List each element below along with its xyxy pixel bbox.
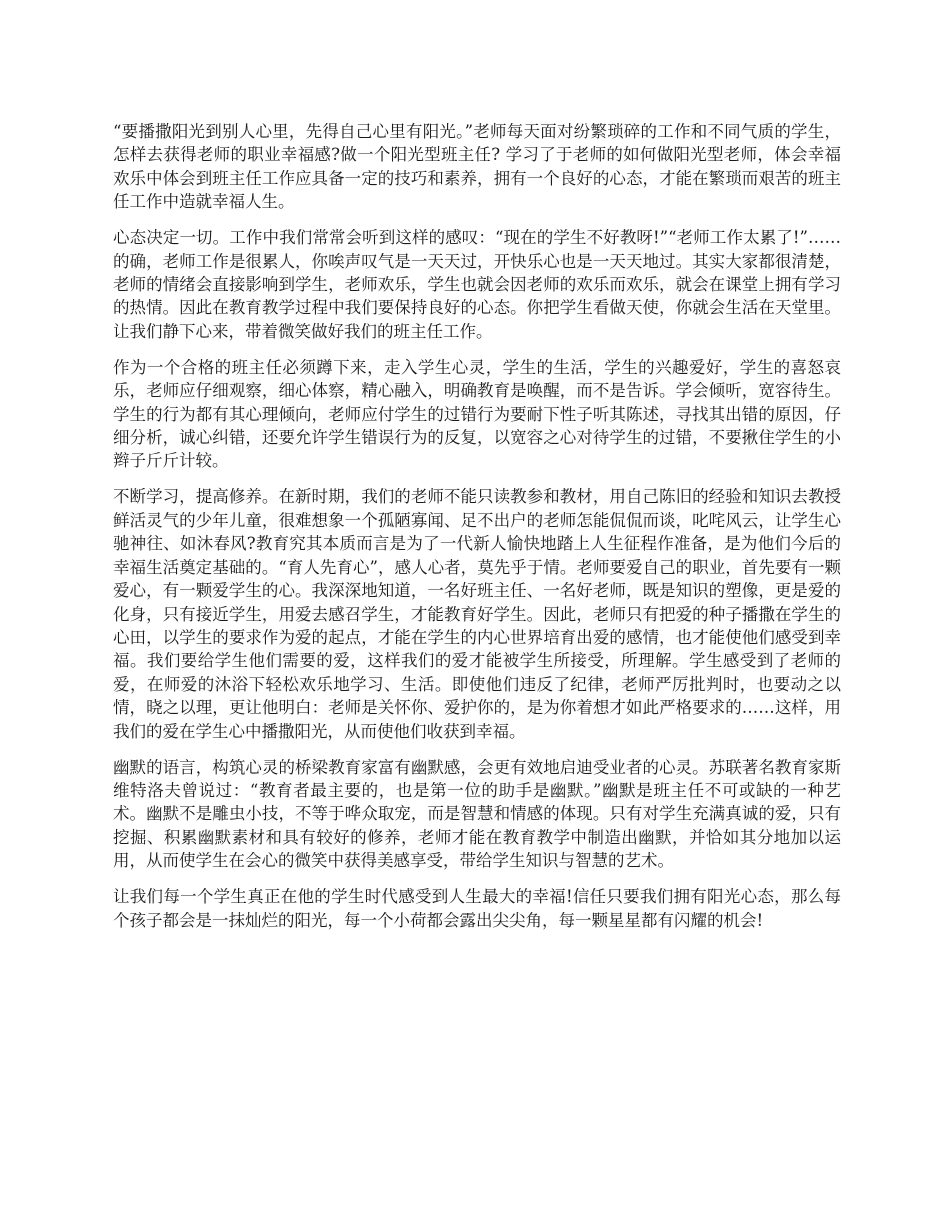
paragraph-intro: “要播撒阳光到别人心里，先得自己心里有阳光。”老师每天面对纷繁琐碎的工作和不同气质的学生，怎样去获得老师的职业幸福感?做一个阳光型班主任? 学习了于老师的如何做阳光型老师，体会幸福欢乐中体会到班主任工作应具备一定的技巧和素养，拥有一个良好的心态，才能在繁琐而艰苦的班主任工作中造就幸福人生。 <box>113 122 841 212</box>
paragraph-student-care: 作为一个合格的班主任必须蹲下来，走入学生心灵，学生的生活，学生的兴趣爱好，学生的喜怒哀乐，老师应仔细观察，细心体察，精心融入，明确教育是唤醒，而不是告诉。学会倾听，宽容待生。学生的行为都有其心理倾向，老师应付学生的过错行为要耐下性子听其陈述，寻找其出错的原因，仔细分析，诚心纠错，还要允许学生错误行为的反复，以宽容之心对待学生的过错，不要揪住学生的小辫子斤斤计较。 <box>113 357 841 471</box>
paragraph-humor: 幽默的语言，构筑心灵的桥梁教育家富有幽默感，会更有效地启迪受业者的心灵。苏联著名教育家斯维特洛夫曾说过：“教育者最主要的，也是第一位的助手是幽默。”幽默是班主任不可或缺的一种艺术。幽默不是雕虫小技，不等于哗众取宠，而是智慧和情感的体现。只有对学生充满真诚的爱，只有挖掘、积累幽默素材和具有较好的修养，老师才能在教育教学中制造出幽默，并恰如其分地加以运用，从而使学生在会心的微笑中获得美感享受，带给学生知识与智慧的艺术。 <box>113 757 841 871</box>
paragraph-conclusion: 让我们每一个学生真正在他的学生时代感受到人生最大的幸福!信任只要我们拥有阳光心态，那么每个孩子都会是一抹灿烂的阳光，每一个小荷都会露出尖尖角，每一颗星星都有闪耀的机会! <box>113 887 841 930</box>
paragraph-learning: 不断学习，提高修养。在新时期，我们的老师不能只读教参和教材，用自己陈旧的经验和知识去教授鲜活灵气的少年儿童，很难想象一个孤陋寡闻、足不出户的老师怎能侃侃而谈，叱咤风云，让学生心驰神往、如沐春风?教育究其本质而言是为了一代新人愉快地踏上人生征程作准备，是为他们今后的幸福生活奠定基础的。“育人先育心”，感人心者，莫先乎于情。老师要爱自己的职业，首先要有一颗爱心，有一颗爱学生的心。我深深地知道，一名好班主任、一名好老师，既是知识的塑像，更是爱的化身，只有接近学生，用爱去感召学生，才能教育好学生。因此，老师只有把爱的种子播撒在学生的心田，以学生的要求作为爱的起点，才能在学生的内心世界培育出爱的感情，也才能使他们感受到幸福。我们要给学生他们需要的爱，这样我们的爱才能被学生所接受，所理解。学生感受到了老师的爱，在师爱的沐浴下轻松欢乐地学习、生活。即使他们违反了纪律，老师严厉批判时，也要动之以情，晓之以理，更让他明白：老师是关怀你、爱护你的，是为你着想才如此严格要求的……这样，用我们的爱在学生心中播撒阳光，从而使他们收获到幸福。 <box>113 487 841 741</box>
paragraph-mindset: 心态决定一切。工作中我们常常会听到这样的感叹：“现在的学生不好教呀!”“老师工作太累了!”……的确，老师工作是很累人，你唉声叹气是一天天过，开快乐心也是一天天地过。其实大家都很清楚，老师的情绪会直接影响到学生，老师欢乐，学生也就会因老师的欢乐而欢乐，就会在课堂上拥有学习的热情。因此在教育教学过程中我们要保持良好的心态。你把学生看做天使，你就会生活在天堂里。让我们静下心来，带着微笑做好我们的班主任工作。 <box>113 228 841 341</box>
document-body <box>113 120 841 945</box>
